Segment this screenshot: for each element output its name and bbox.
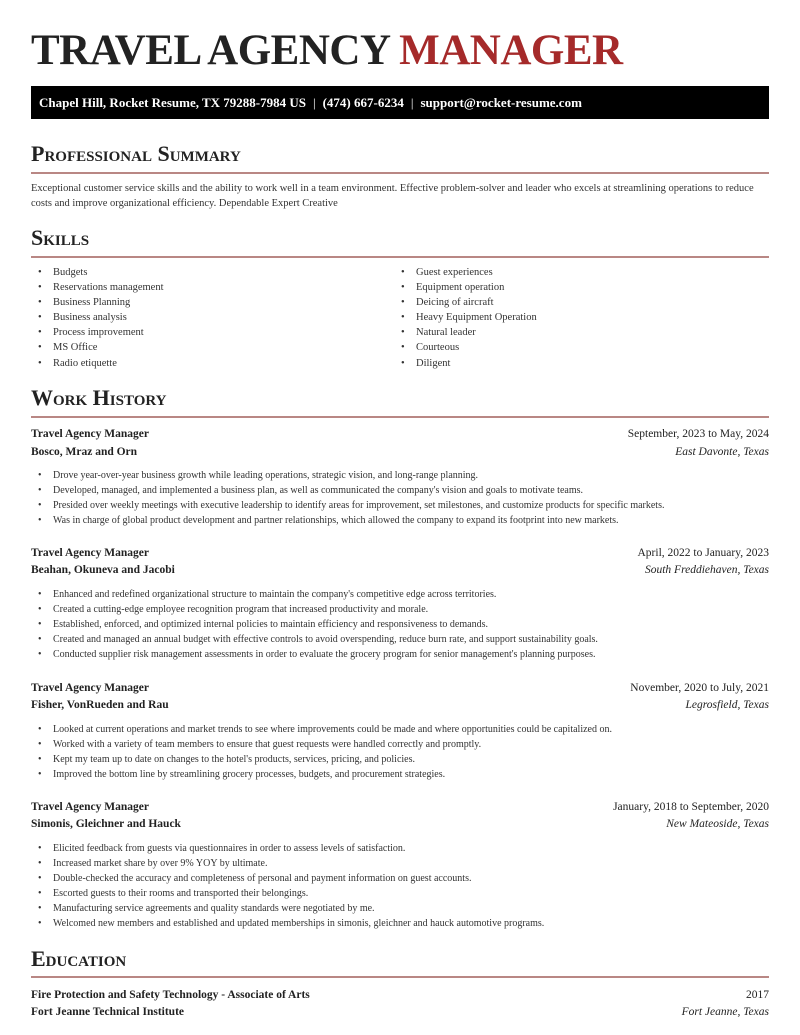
education-location: Fort Jeanne, Texas xyxy=(681,1006,769,1018)
job-dates: April, 2022 to January, 2023 xyxy=(637,547,769,559)
name-part-2-accent: MANAGER xyxy=(399,27,623,74)
skill-item: • Diligent xyxy=(394,356,764,371)
job-bullet: • Worked with a variety of team members to ensure that guest requests were handled correctly and promptly. xyxy=(31,737,769,752)
job-title: Travel Agency Manager xyxy=(31,428,149,440)
job-bullet: • Increased market share by over 9% YOY by ultimate. xyxy=(31,856,769,871)
section-title-education: Education xyxy=(31,946,127,971)
skill-item: • Business Planning xyxy=(31,295,391,310)
contact-separator: | xyxy=(312,95,316,110)
job-bullets xyxy=(31,841,769,932)
skill-item: • Equipment operation xyxy=(394,280,764,295)
job-bullet: • Presided over weekly meetings with executive leadership to identify areas for improvement, set milestones, and customize products for specific markets. xyxy=(31,498,769,513)
job-bullets xyxy=(31,468,769,528)
skill-item: • Business analysis xyxy=(31,310,391,325)
job-bullet: • Conducted supplier risk management assessments in order to evaluate the grocery program for senior management's planning purposes. xyxy=(31,647,769,662)
job-bullet: • Kept my team up to date on changes to the hotel's products, services, pricing, and policies. xyxy=(31,752,769,767)
education-year: 2017 xyxy=(746,989,769,1001)
job-company: Beahan, Okuneva and Jacobi xyxy=(31,564,175,576)
job-bullet: • Created a cutting-edge employee recognition program that increased productivity and morale. xyxy=(31,602,769,617)
job-bullet: • Created and managed an annual budget with effective controls to avoid overspending, reduce burn rate, and support sustainability goals. xyxy=(31,632,769,647)
skill-item: • Heavy Equipment Operation xyxy=(394,310,764,325)
skill-item: • Deicing of aircraft xyxy=(394,295,764,310)
contact-address: Chapel Hill, Rocket Resume, TX 79288-7984 US xyxy=(39,95,306,110)
job-title: Travel Agency Manager xyxy=(31,547,149,559)
job-bullet: • Elicited feedback from guests via questionnaires in order to assess levels of satisfaction. xyxy=(31,841,769,856)
skills-list-right xyxy=(394,265,764,371)
section-divider xyxy=(31,416,769,418)
contact-bar xyxy=(31,86,769,119)
job-bullet: • Established, enforced, and optimized internal policies to maintain efficiency and responsiveness to demands. xyxy=(31,617,769,632)
job-bullet: • Welcomed new members and established and updated memberships in simonis, gleichner and hauck automotive programs. xyxy=(31,916,769,931)
job-bullet: • Manufacturing service agreements and quality standards were negotiated by me. xyxy=(31,901,769,916)
skill-item: • MS Office xyxy=(31,340,391,355)
job-bullet: • Developed, managed, and implemented a business plan, as well as communicated the company's vision and goals to motivate teams. xyxy=(31,483,769,498)
skill-item: • Guest experiences xyxy=(394,265,764,280)
job-dates: November, 2020 to July, 2021 xyxy=(630,682,769,694)
section-divider xyxy=(31,172,769,174)
education-degree: Fire Protection and Safety Technology - Associate of Arts xyxy=(31,989,310,1001)
section-title-skills: Skills xyxy=(31,225,90,250)
job-title: Travel Agency Manager xyxy=(31,801,149,813)
contact-email[interactable]: support@rocket-resume.com xyxy=(420,95,582,110)
job-bullet: • Double-checked the accuracy and completeness of personal and payment information on guest accounts. xyxy=(31,871,769,886)
skills-list-left xyxy=(31,265,391,371)
skill-item: • Process improvement xyxy=(31,325,391,340)
skill-item: • Courteous xyxy=(394,340,764,355)
job-dates: September, 2023 to May, 2024 xyxy=(627,428,769,440)
job-bullet: • Drove year-over-year business growth while leading operations, strategic vision, and long-range planning. xyxy=(31,468,769,483)
skill-item: • Budgets xyxy=(31,265,391,280)
job-location: South Freddiehaven, Texas xyxy=(644,564,769,576)
skill-item: • Natural leader xyxy=(394,325,764,340)
job-bullet: • Looked at current operations and market trends to see where improvements could be made and where opportunities could be capitalized on. xyxy=(31,722,769,737)
job-dates: January, 2018 to September, 2020 xyxy=(613,801,769,813)
job-bullets xyxy=(31,587,769,662)
skill-item: • Radio etiquette xyxy=(31,356,391,371)
name-part-1: TRAVEL AGENCY xyxy=(31,27,389,74)
section-divider xyxy=(31,256,769,258)
candidate-name xyxy=(31,28,623,74)
summary-text: Exceptional customer service skills and the ability to work well in a team environment. Effective problem-solver and leader who excels at streamlining operations to reduce costs and improve organizational efficiency. Dependable Expert Creative xyxy=(31,183,754,209)
job-title: Travel Agency Manager xyxy=(31,682,149,694)
section-title-work-history: Work History xyxy=(31,385,167,410)
job-bullet: • Enhanced and redefined organizational structure to maintain the company's competitive edge across territories. xyxy=(31,587,769,602)
job-bullets xyxy=(31,722,769,782)
job-location: Legrosfield, Texas xyxy=(685,699,769,711)
job-company: Fisher, VonRueden and Rau xyxy=(31,699,169,711)
job-bullet: • Escorted guests to their rooms and transported their belongings. xyxy=(31,886,769,901)
job-bullet: • Was in charge of global product development and partner relationships, which allowed the company to expand its footprint into new markets. xyxy=(31,513,769,528)
contact-separator: | xyxy=(410,95,414,110)
job-location: New Mateoside, Texas xyxy=(666,818,769,830)
job-company: Simonis, Gleichner and Hauck xyxy=(31,818,181,830)
section-divider xyxy=(31,976,769,978)
education-school: Fort Jeanne Technical Institute xyxy=(31,1006,185,1018)
job-bullet: • Improved the bottom line by streamlining grocery processes, budgets, and procurement strategies. xyxy=(31,767,769,782)
contact-phone: (474) 667-6234 xyxy=(322,95,404,110)
section-title-summary: Professional Summary xyxy=(31,141,241,166)
skill-item: • Reservations management xyxy=(31,280,391,295)
job-company: Bosco, Mraz and Orn xyxy=(31,446,138,458)
job-location: East Davonte, Texas xyxy=(675,446,769,458)
